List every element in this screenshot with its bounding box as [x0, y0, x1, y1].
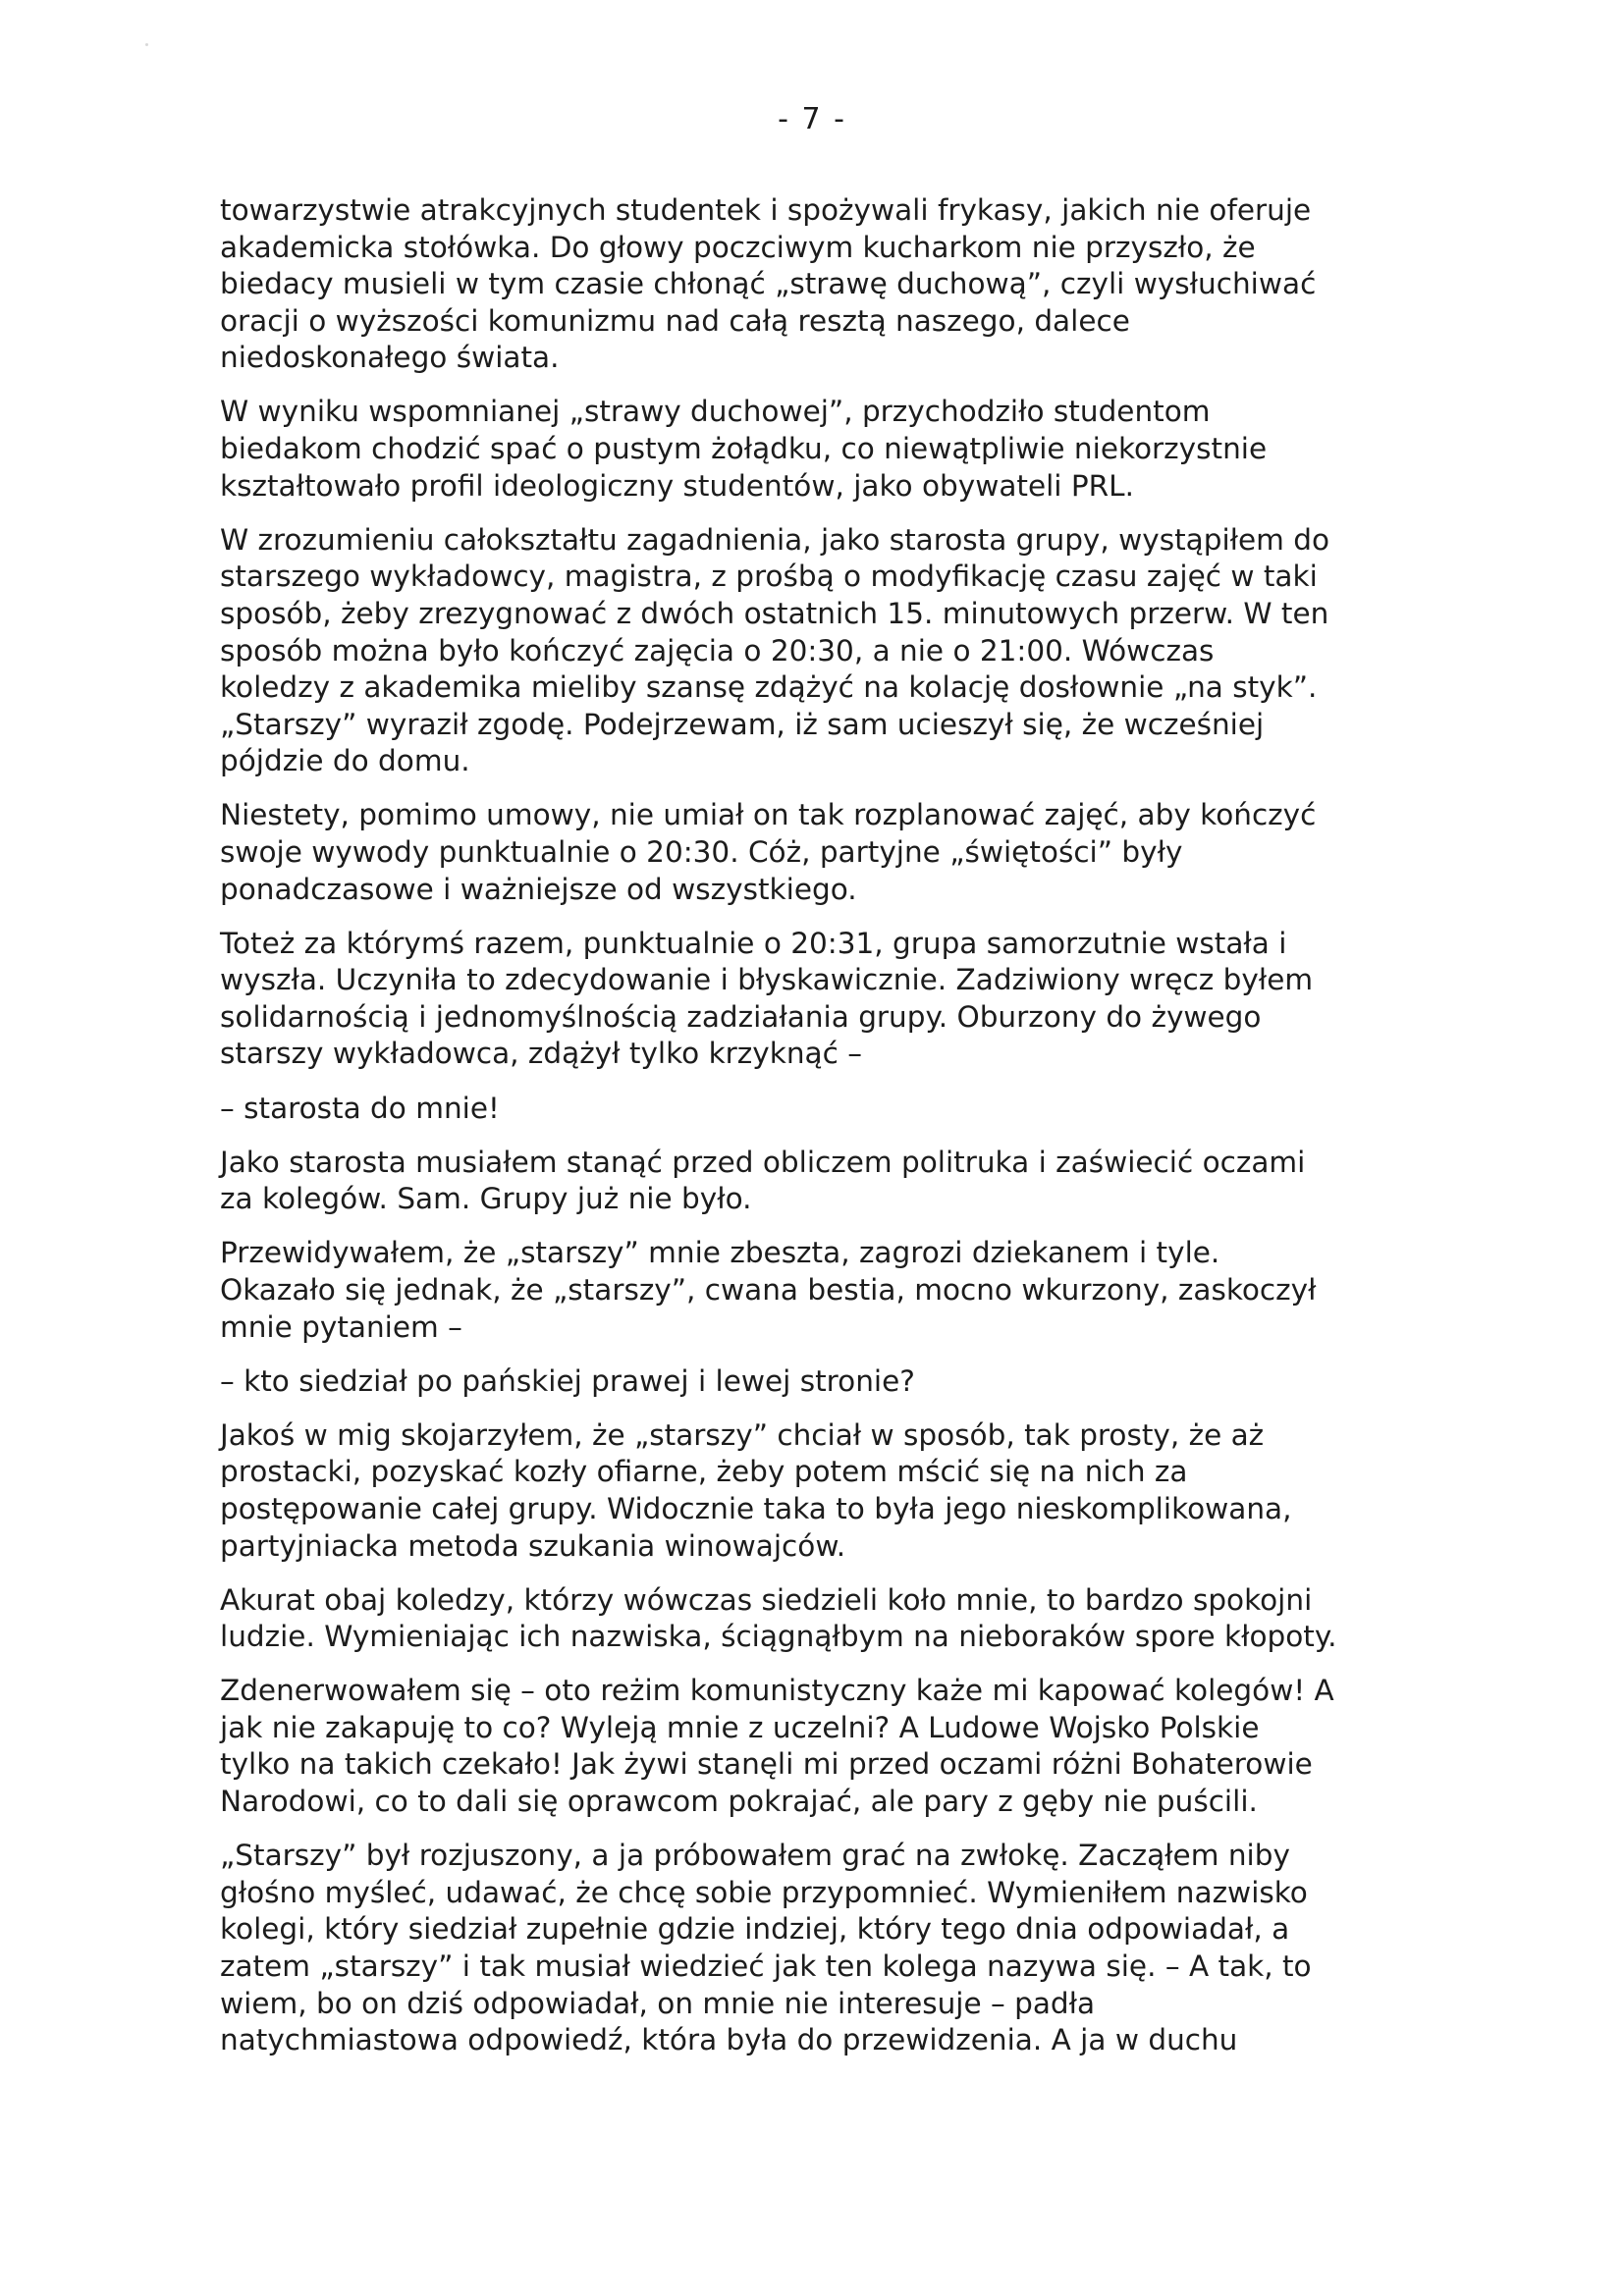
- paragraph: towarzystwie atrakcyjnych studentek i spożywali frykasy, jakich nie oferuje akademicka stołówka. Do głowy poczciwym kucharkom nie przyszło, że biedacy musieli w tym czasie chłonąć „strawę duchową”, czyli wysłuchiwać oracji o wyższości komunizmu nad całą resztą naszego, dalece niedoskonałego świata.: [220, 193, 1317, 375]
- paragraph: W wyniku wspomnianej „strawy duchowej”, przychodziło studentom biedakom chodzić spać o pustym żołądku, co niewątpliwie niekorzystnie kształtowało profil ideologiczny studentów, jako obywateli PRL.: [220, 395, 1268, 503]
- paragraph: Toteż za którymś razem, punktualnie o 20:31, grupa samorzutnie wstała i wyszła. Uczyniła to zdecydowanie i błyskawicznie. Zadziwiony wręcz byłem solidarnością i jednomyślnością zadziałania grupy. Oburzony do żywego starszy wykładowca, zdążył tylko krzyknąć –: [220, 926, 1314, 1071]
- page-number: - 7 -: [778, 102, 846, 136]
- paragraph: „Starszy” był rozjuszony, a ja próbowałem grać na zwłokę. Zacząłem niby głośno myśleć, udawać, że chcę sobie przypomnieć. Wymieniłem nazwisko kolegi, który siedział zupełnie gdzie indziej, który tego dnia odpowiadał, a zatem „starszy” i tak musiał wiedzieć jak ten kolega nazywa się. – A tak, to wiem, bo on dziś odpowiadał, on mnie nie interesuje – padła natychmiastowa odpowiedź, która była do przewidzenia. A ja w duchu: [220, 1839, 1312, 2057]
- paragraph: W zrozumieniu całokształtu zagadnienia, jako starosta grupy, wystąpiłem do starszego wykładowcy, magistra, z prośbą o modyfikację czasu zajęć w taki sposób, żeby zrezygnować z dwóch ostatnich 15. minutowych przerw. W ten sposób można było kończyć zajęcia o 20:30, a nie o 21:00. Wówczas koledzy z akademika mieliby szansę zdążyć na kolację dosłownie „na styk”. „Starszy” wyraził zgodę. Podejrzewam, iż sam ucieszył się, że wcześniej pójdzie do domu.: [220, 522, 1330, 778]
- dialogue-line: – kto siedział po pańskiej prawej i lewej stronie?: [220, 1363, 915, 1398]
- dialogue-line: – starosta do mnie!: [220, 1091, 500, 1125]
- paragraph: Przewidywałem, że „starszy” mnie zbeszta, zagrozi dziekanem i tyle. Okazało się jednak, że „starszy”, cwana bestia, mocno wkurzony, zaskoczył mnie pytaniem –: [220, 1236, 1317, 1344]
- paragraph: Jakoś w mig skojarzyłem, że „starszy” chciał w sposób, tak prosty, że aż prostacki, pozyskać kozły ofiarne, żeby potem mścić się na nich za postępowanie całej grupy. Widocznie taka to była jego nieskomplikowana, partyjniacka metoda szukania winowajców.: [220, 1417, 1292, 1563]
- paragraph: Zdenerwowałem się – oto reżim komunistyczny każe mi kapować kolegów! A jak nie zakapuję to co? Wyleją mnie z uczelni? A Ludowe Wojsko Polskie tylko na takich czekało! Jak żywi stanęli mi przed oczami różni Bohaterowie Narodowi, co to dali się oprawcom pokrajać, ale pary z gęby nie puścili.: [220, 1674, 1334, 1819]
- paragraph: Niestety, pomimo umowy, nie umiał on tak rozplanować zajęć, aby kończyć swoje wywody punktualnie o 20:30. Cóż, partyjne „świętości” były ponadczasowe i ważniejsze od wszystkiego.: [220, 798, 1317, 906]
- paragraph: Akurat obaj koledzy, którzy wówczas siedzieli koło mnie, to bardzo spokojni ludzie. Wymieniając ich nazwiska, ściągnąłbym na nieboraków spore kłopoty.: [220, 1582, 1337, 1654]
- paragraph: Jako starosta musiałem stanąć przed obliczem politruka i zaświecić oczami za kolegów. Sam. Grupy już nie było.: [220, 1145, 1306, 1216]
- document-body: [220, 192, 1457, 2076]
- scan-speck: [145, 43, 148, 46]
